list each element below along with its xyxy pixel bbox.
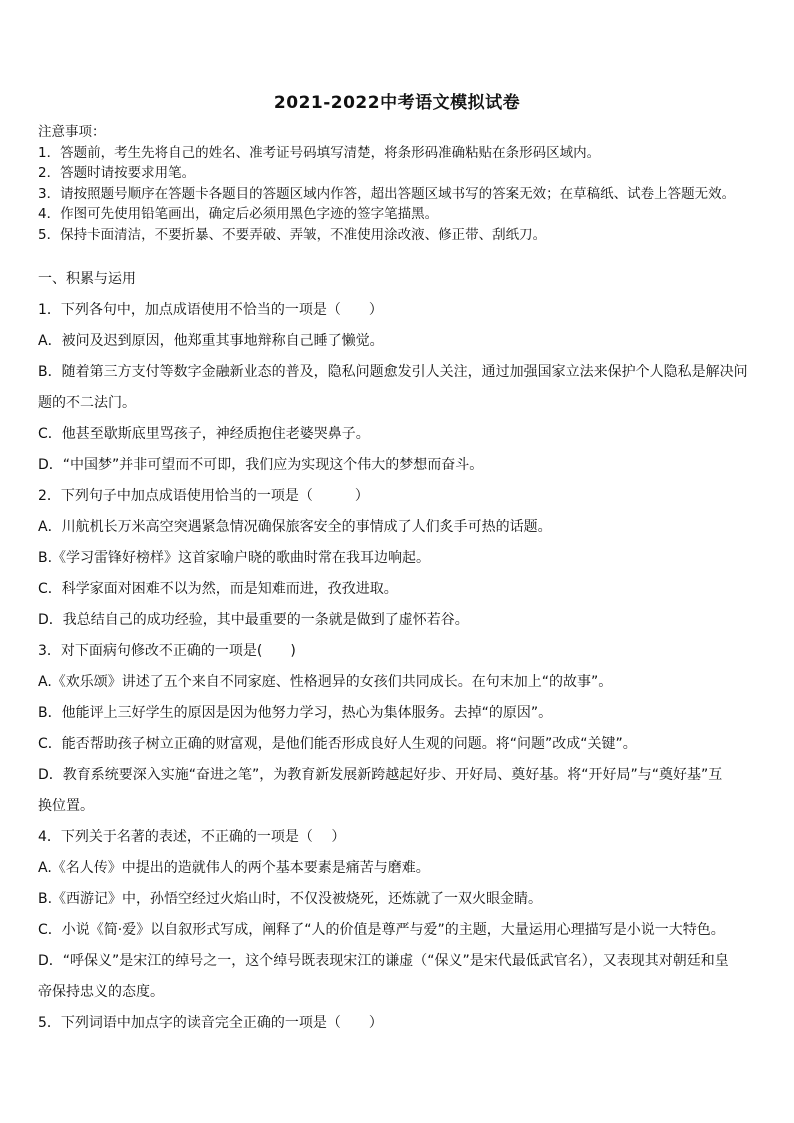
- question-4-option-b: B.《西游记》中，孙悟空经过火焰山时，不仅没被烧死，还炼就了一双火眼金睛。: [38, 891, 543, 907]
- question-1-option-b: B．随着第三方支付等数字金融新业态的普及，隐私问题愈发引人关注，通过加强国家立法来保护个人隐私是解决问: [38, 364, 748, 380]
- question-2-option-d: D．我总结自己的成功经验，其中最重要的一条就是做到了虚怀若谷。: [38, 612, 469, 628]
- section-heading: 一、积累与运用: [38, 271, 136, 287]
- question-3-option-a: A.《欢乐颂》讲述了五个来自不同家庭、性格迥异的女孩们共同成长。在句末加上“的故事”。: [38, 674, 613, 690]
- question-4-option-c: C．小说《简·爱》以自叙形式写成，阐释了“人的价值是尊严与爱”的主题，大量运用心理描写是小说一大特色。: [38, 922, 725, 938]
- question-4-stem: 4．下列关于名著的表述，不正确的一项是（ ）: [38, 829, 346, 845]
- notice-item: 5．保持卡面清洁，不要折暴、不要弄破、弄皱，不准使用涂改液、修正带、刮纸刀。: [38, 226, 547, 243]
- notice-item: 2．答题时请按要求用笔。: [38, 165, 196, 182]
- page-title: 2021-2022中考语文模拟试卷: [273, 93, 521, 113]
- question-3-option-c: C．能否帮助孩子树立正确的财富观，是他们能否形成良好人生观的问题。将“问题”改成“关键”。: [38, 736, 637, 752]
- question-3-option-d-continued: 换位置。: [38, 798, 94, 814]
- question-2-option-b: B.《学习雷锋好榜样》这首家喻户晓的歌曲时常在我耳边响起。: [38, 550, 431, 566]
- exam-content: [38, 264, 760, 1039]
- notice-item: 1．答题前，考生先将自己的姓名、准考证号码填写清楚，将条形码准确粘贴在条形码区域内。: [38, 144, 601, 161]
- question-1-option-d: D．“中国梦”并非可望而不可即，我们应为实现这个伟大的梦想而奋斗。: [38, 457, 484, 473]
- notice-block: [38, 122, 768, 246]
- notice-heading: 注意事项：: [38, 124, 106, 140]
- question-4-option-d-continued: 帝保持忠义的态度。: [38, 984, 164, 1000]
- question-3-option-d: D．教育系统要深入实施“奋进之笔”，为教育新发展新跨越起好步、开好局、奠好基。将“开好局”与“奠好基”互: [38, 767, 723, 783]
- question-1-stem: 1．下列各句中，加点成语使用不恰当的一项是（ ）: [38, 302, 383, 318]
- question-2-option-a: A．川航机长万米高空突遇紧急情况确保旅客安全的事情成了人们炙手可热的话题。: [38, 519, 552, 535]
- question-2-stem: 2．下列句子中加点成语使用恰当的一项是（ ）: [38, 488, 369, 504]
- question-4-option-d: D．“呼保义”是宋江的绰号之一，这个绰号既表现宋江的谦虚（“保义”是宋代最低武官名），又表现其对朝廷和皇: [38, 953, 729, 969]
- question-1-option-c: C．他甚至歇斯底里骂孩子，神经质抱住老婆哭鼻子。: [38, 426, 370, 442]
- question-3-stem: 3．对下面病句修改不正确的一项是( ): [38, 643, 296, 659]
- question-2-option-c: C．科学家面对困难不以为然，而是知难而进，孜孜进取。: [38, 581, 398, 597]
- question-4-option-a: A.《名人传》中提出的造就伟人的两个基本要素是痛苦与磨难。: [38, 860, 430, 876]
- notice-item: 3．请按照题号顺序在答题卡各题目的答题区域内作答，超出答题区域书写的答案无效；在草稿纸、试卷上答题无效。: [38, 185, 736, 202]
- question-1-option-b-continued: 题的不二法门。: [38, 395, 136, 411]
- question-1-option-a: A．被问及迟到原因，他郑重其事地辩称自己睡了懒觉。: [38, 333, 384, 349]
- question-5-stem: 5．下列词语中加点字的读音完全正确的一项是（ ）: [38, 1015, 383, 1031]
- notice-item: 4．作图可先使用铅笔画出，确定后必须用黑色字迹的签字笔描黑。: [38, 206, 439, 223]
- question-3-option-b: B．他能评上三好学生的原因是因为他努力学习，热心为集体服务。去掉“的原因”。: [38, 705, 553, 721]
